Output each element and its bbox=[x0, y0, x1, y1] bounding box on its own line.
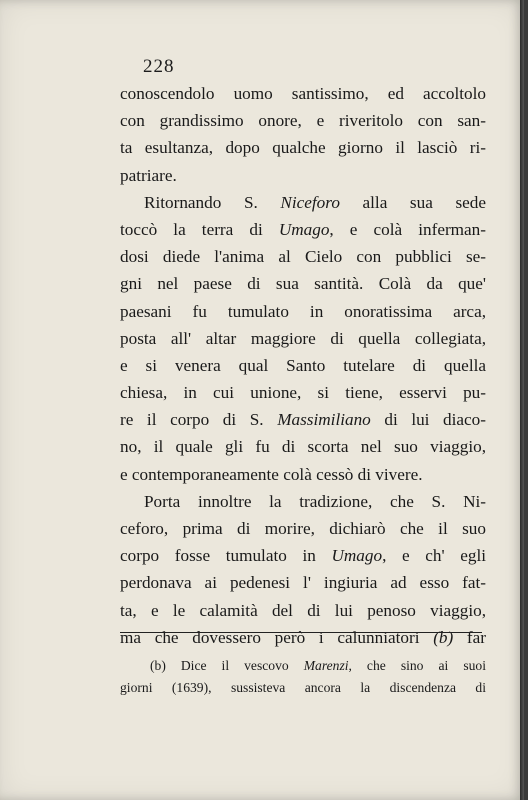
text-line: posta all' altar maggiore di quella collegiata, bbox=[120, 328, 486, 348]
saint-name: Massimiliano bbox=[277, 410, 371, 430]
footnote-line: giorni (1639), sussisteva ancora la discendenza di bbox=[120, 680, 486, 695]
place-name: Umago bbox=[278, 219, 330, 239]
person-name: Marenzi bbox=[303, 658, 349, 673]
footnote-reference: (b) bbox=[433, 627, 454, 647]
text-line: chiesa, in cui unione, si tiene, esservi pu- bbox=[120, 383, 486, 403]
text-line: Porta innoltre la tradizione, che S. Ni- bbox=[144, 491, 486, 511]
text-line: no, il quale gli fu di scorta nel suo viaggio, bbox=[120, 437, 486, 457]
text-line: gni nel paese di sua santità. Colà da que' bbox=[120, 274, 486, 294]
text-line: ta, e le calamità del di lui penoso viaggio, bbox=[120, 600, 486, 620]
text-line: ta esultanza, dopo qualche giorno il lasciò ri- bbox=[120, 138, 486, 158]
footnote-divider bbox=[120, 632, 482, 633]
text-line: e contemporaneamente colà cessò di vivere. bbox=[120, 464, 423, 484]
page-number: 228 bbox=[143, 56, 175, 77]
text-line: paesani fu tumulato in onoratissima arca, bbox=[120, 301, 486, 321]
text-line: dosi diede l'anima al Cielo con pubblici se- bbox=[120, 247, 486, 267]
text-line: ceforo, prima di morire, dichiarò che il suo bbox=[120, 519, 486, 538]
footnote-block bbox=[120, 655, 486, 699]
place-name: Umago bbox=[331, 546, 383, 566]
text-line: Ritornando S. Niceforo alla sua sede bbox=[144, 192, 486, 212]
text-line: ma che dovessero però i calunniatori (b) far bbox=[120, 627, 487, 647]
text-line: perdonava ai pedenesi l' ingiuria ad esso fat- bbox=[120, 573, 486, 593]
text-line: e si venera qual Santo tutelare di quella bbox=[120, 355, 486, 375]
saint-name: Niceforo bbox=[280, 192, 340, 212]
main-text-block bbox=[120, 80, 486, 651]
text-line: conoscendolo uomo santissimo, ed accoltolo bbox=[120, 84, 486, 103]
text-line: con grandissimo onore, e riveritolo con san- bbox=[120, 111, 486, 131]
text-line: re il corpo di S. Massimiliano di lui diaco- bbox=[120, 410, 486, 430]
page-edge-shadow bbox=[520, 0, 524, 800]
footnote-line: (b) Dice il vescovo Marenzi, che sino ai suoi bbox=[150, 658, 486, 673]
text-line: patriare. bbox=[120, 165, 177, 185]
text-line: toccò la terra di Umago, e colà inferman- bbox=[120, 219, 486, 239]
text-line: corpo fosse tumulato in Umago, e ch' egli bbox=[120, 546, 486, 566]
